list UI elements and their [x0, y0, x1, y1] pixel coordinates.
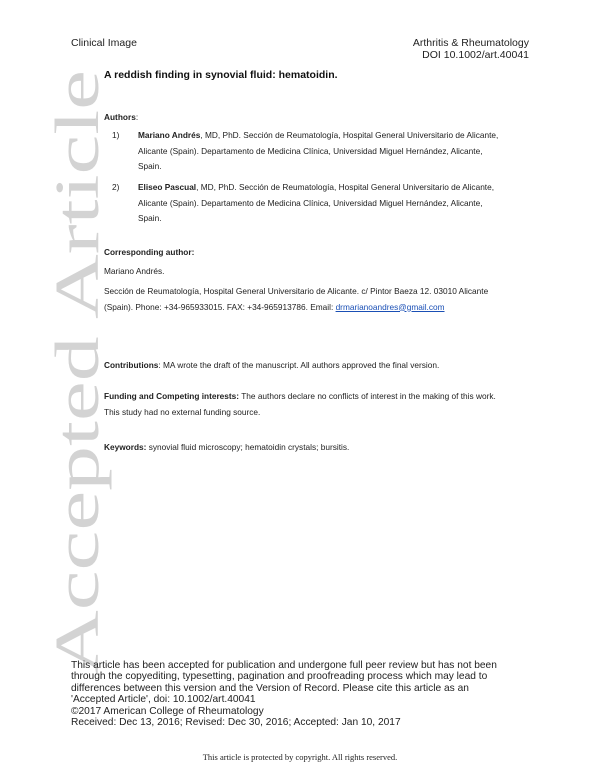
author-entry — [112, 128, 502, 175]
article-title: A reddish finding in synovial fluid: hematoidin. — [104, 69, 338, 81]
corresponding-author-address — [104, 284, 514, 315]
funding-label: Funding and Competing interests: — [104, 391, 240, 401]
accepted-article-notice — [71, 660, 541, 728]
received-dates-line: Received: Dec 13, 2016; Revised: Dec 30, 2016; Accepted: Jan 10, 2017 — [71, 717, 401, 729]
corresponding-author-heading: Corresponding author: — [104, 247, 195, 257]
contributions-label: Contributions — [104, 360, 159, 370]
authors-heading-colon: : — [135, 112, 139, 122]
keywords-statement — [104, 440, 514, 456]
accepted-article-watermark — [44, 60, 112, 680]
funding-text: The authors declare no conflicts of interest in the making of this work. This study had no external funding source. — [104, 391, 496, 417]
keywords-text: synovial fluid microscopy; hematoidin crystals; bursitis. — [146, 442, 350, 452]
email-link[interactable]: drmarianoandres@gmail.com — [335, 301, 445, 312]
author-affiliation: , MD, PhD. Sección de Reumatología, Hospital General Universitario de Alicante, Alicante (Spain). Departamento de Medicina Clínica, Universidad Miguel Hernández, Alicante, Spain. — [138, 130, 499, 171]
author-name: Mariano Andrés — [138, 130, 201, 140]
header-journal-block — [413, 37, 529, 61]
watermark-text: Accepted Article — [44, 256, 112, 675]
contributions-statement — [104, 358, 514, 374]
contributions-text: : MA wrote the draft of the manuscript. All authors approved the final version. — [158, 360, 440, 370]
header-doi: DOI 10.1002/art.40041 — [422, 49, 529, 61]
author-number: 1) — [112, 130, 120, 140]
author-affiliation: , MD, PhD. Sección de Reumatología, Hospital General Universitario de Alicante, Alicante (Spain). Departamento de Medicina Clínica, Universidad Miguel Hernández, Alicante, Spain. — [138, 182, 495, 223]
authors-heading-label: Authors — [104, 112, 136, 122]
notice-line: differences between this version and the Version of Record. Please cite this article as an — [71, 682, 469, 694]
journal-name: Arthritis & Rheumatology — [412, 37, 529, 49]
authors-heading — [104, 110, 138, 126]
header-section-label: Clinical Image — [71, 37, 137, 49]
author-name: Eliseo Pascual — [138, 182, 197, 192]
copyright-line: ©2017 American College of Rheumatology — [71, 705, 264, 717]
address-text: Sección de Reumatología, Hospital General Universitario de Alicante. c/ Pintor Baeza 12. 03010 Alicante (Spain). Phone: +34-965933015. FAX: +34-965913786. Email: — [104, 286, 489, 312]
funding-statement — [104, 389, 504, 420]
notice-line: This article has been accepted for publication and undergone full peer review but has not been — [71, 660, 497, 671]
keywords-label: Keywords: — [104, 442, 147, 452]
notice-line: through the copyediting, typesetting, pagination and proofreading process which may lead to — [71, 671, 488, 683]
corresponding-author-name: Mariano Andrés. — [104, 266, 165, 276]
author-entry — [112, 180, 502, 227]
copyright-notice: This article is protected by copyright. All rights reserved. — [202, 752, 398, 762]
author-number: 2) — [112, 182, 120, 192]
notice-line: 'Accepted Article', doi: 10.1002/art.40041 — [71, 694, 256, 706]
